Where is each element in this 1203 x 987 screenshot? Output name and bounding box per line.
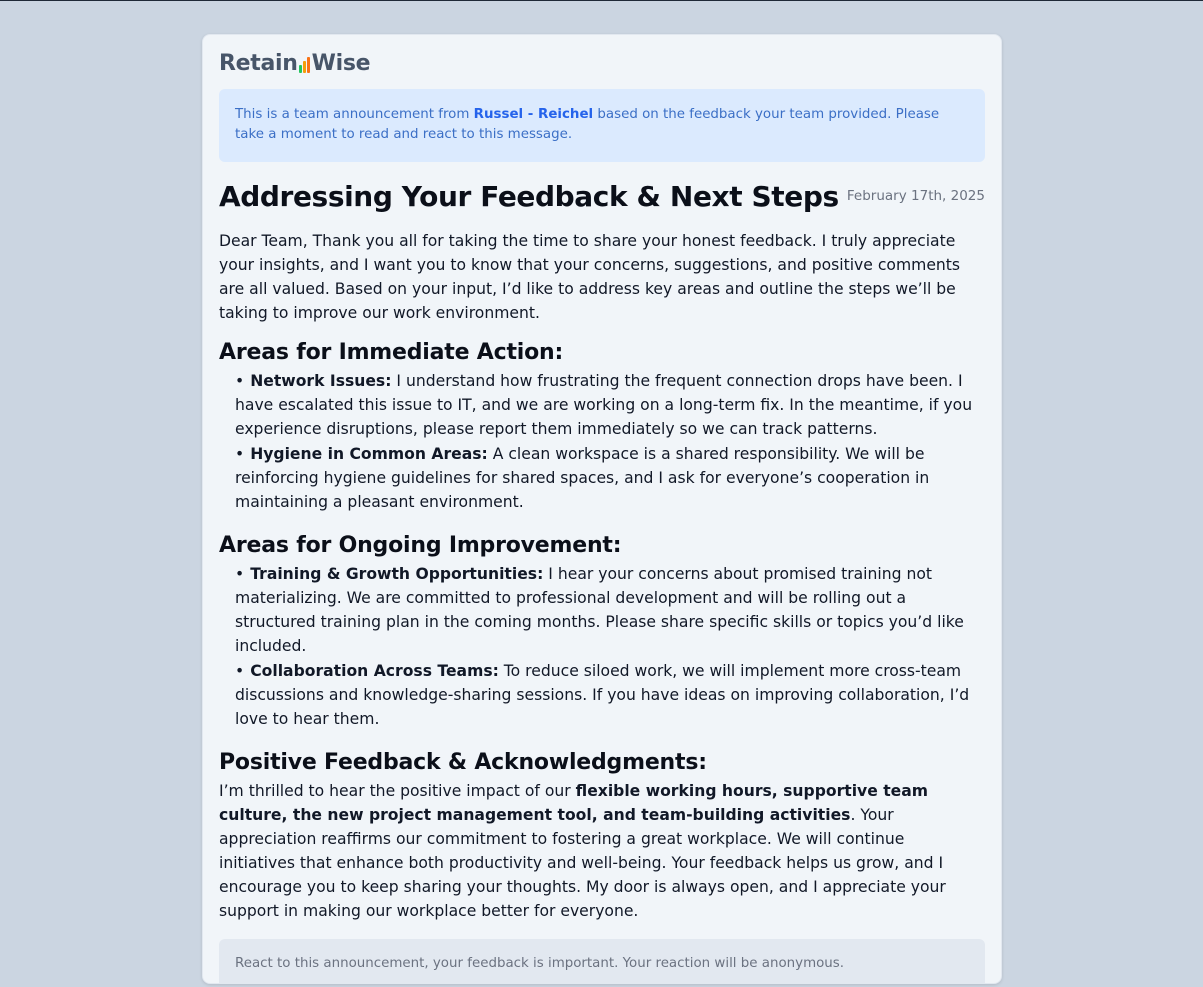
list-item [235,659,985,731]
item-text: I understand how frustrating the frequent connection drops have been. I have escalated this issue to IT, and we are working on a long-term fix. In the meantime, if you experience disruptions, please report them immediately so we can track patterns. [235,372,973,438]
item-label: Training & Growth Opportunities: [250,565,544,583]
announcement-card [202,34,1002,984]
item-text: I hear your concerns about promised training not materializing. We are committed to professional development and will be rolling out a structured training plan in the coming months. Please share specific skills or topics you’d like included. [235,565,964,655]
item-text: To reduce siloed work, we will implement more cross-team discussions and knowledge-sharing sessions. If you have ideas on improving collaboration, I’d love to hear them. [235,662,970,728]
positive-before: I’m thrilled to hear the positive impact of our [219,782,576,800]
logo-w-glyph: W [311,50,336,76]
positive-highlight: flexible working hours, supportive team culture, the new project management tool, and team-building activities [219,782,929,824]
notice-prefix: This is a team announcement from [235,107,474,122]
notice-sender: Russel - Reichel [473,107,594,122]
reaction-panel [219,939,985,984]
immediate-action-heading: Areas for Immediate Action: [219,340,564,365]
item-text: A clean workspace is a shared responsibility. We will be reinforcing hygiene guidelines for shared spaces, and I ask for everyone’s cooperation in maintaining a pleasant environment. [235,445,930,511]
logo-text-right: ise [335,50,371,76]
logo-bars-icon [299,53,311,73]
announcement-intro: Dear Team, Thank you all for taking the time to share your honest feedback. I truly appreciate your insights, and I want you to know that your concerns, suggestions, and positive comments are all valued. Based on your input, I’d like to address key areas and outline the steps we’ll be taking to improve our work environment. [219,232,961,322]
reaction-prompt: React to this announcement, your feedback is important. Your reaction will be anonymous. [235,956,845,971]
list-item [235,442,985,514]
reaction-buttons [235,983,969,984]
list-item [235,369,985,441]
retainwise-logo [219,49,985,77]
announcement-header [219,179,985,213]
positive-feedback-heading: Positive Feedback & Acknowledgments: [219,750,707,775]
immediate-action-list [219,369,985,514]
thumbs-up-button[interactable] [235,983,287,984]
list-item [235,562,985,658]
notice-suffix: based on the feedback your team provided. Please take a moment to read and react to this message. [235,107,940,142]
item-label: Network Issues: [250,372,392,390]
item-label: Hygiene in Common Areas: [250,445,488,463]
announcement-notice [219,89,985,162]
thumbs-down-button[interactable] [295,983,347,984]
announcement-date: February 17th, 2025 [846,188,985,204]
ongoing-improvement-list [219,562,985,731]
logo-text-left: Retain [219,50,298,76]
positive-feedback-text [219,779,985,923]
positive-after: . Your appreciation reaffirms our commitment to fostering a great workplace. We will continue initiatives that enhance both productivity and well-being. Your feedback helps us grow, and I encourage you to keep sharing your thoughts. My door is always open, and I appreciate your support in making our workplace better for everyone. [219,806,946,920]
announcement-title: Addressing Your Feedback & Next Steps [219,179,839,213]
item-label: Collaboration Across Teams: [250,662,499,680]
ongoing-improvement-heading: Areas for Ongoing Improvement: [219,533,622,558]
